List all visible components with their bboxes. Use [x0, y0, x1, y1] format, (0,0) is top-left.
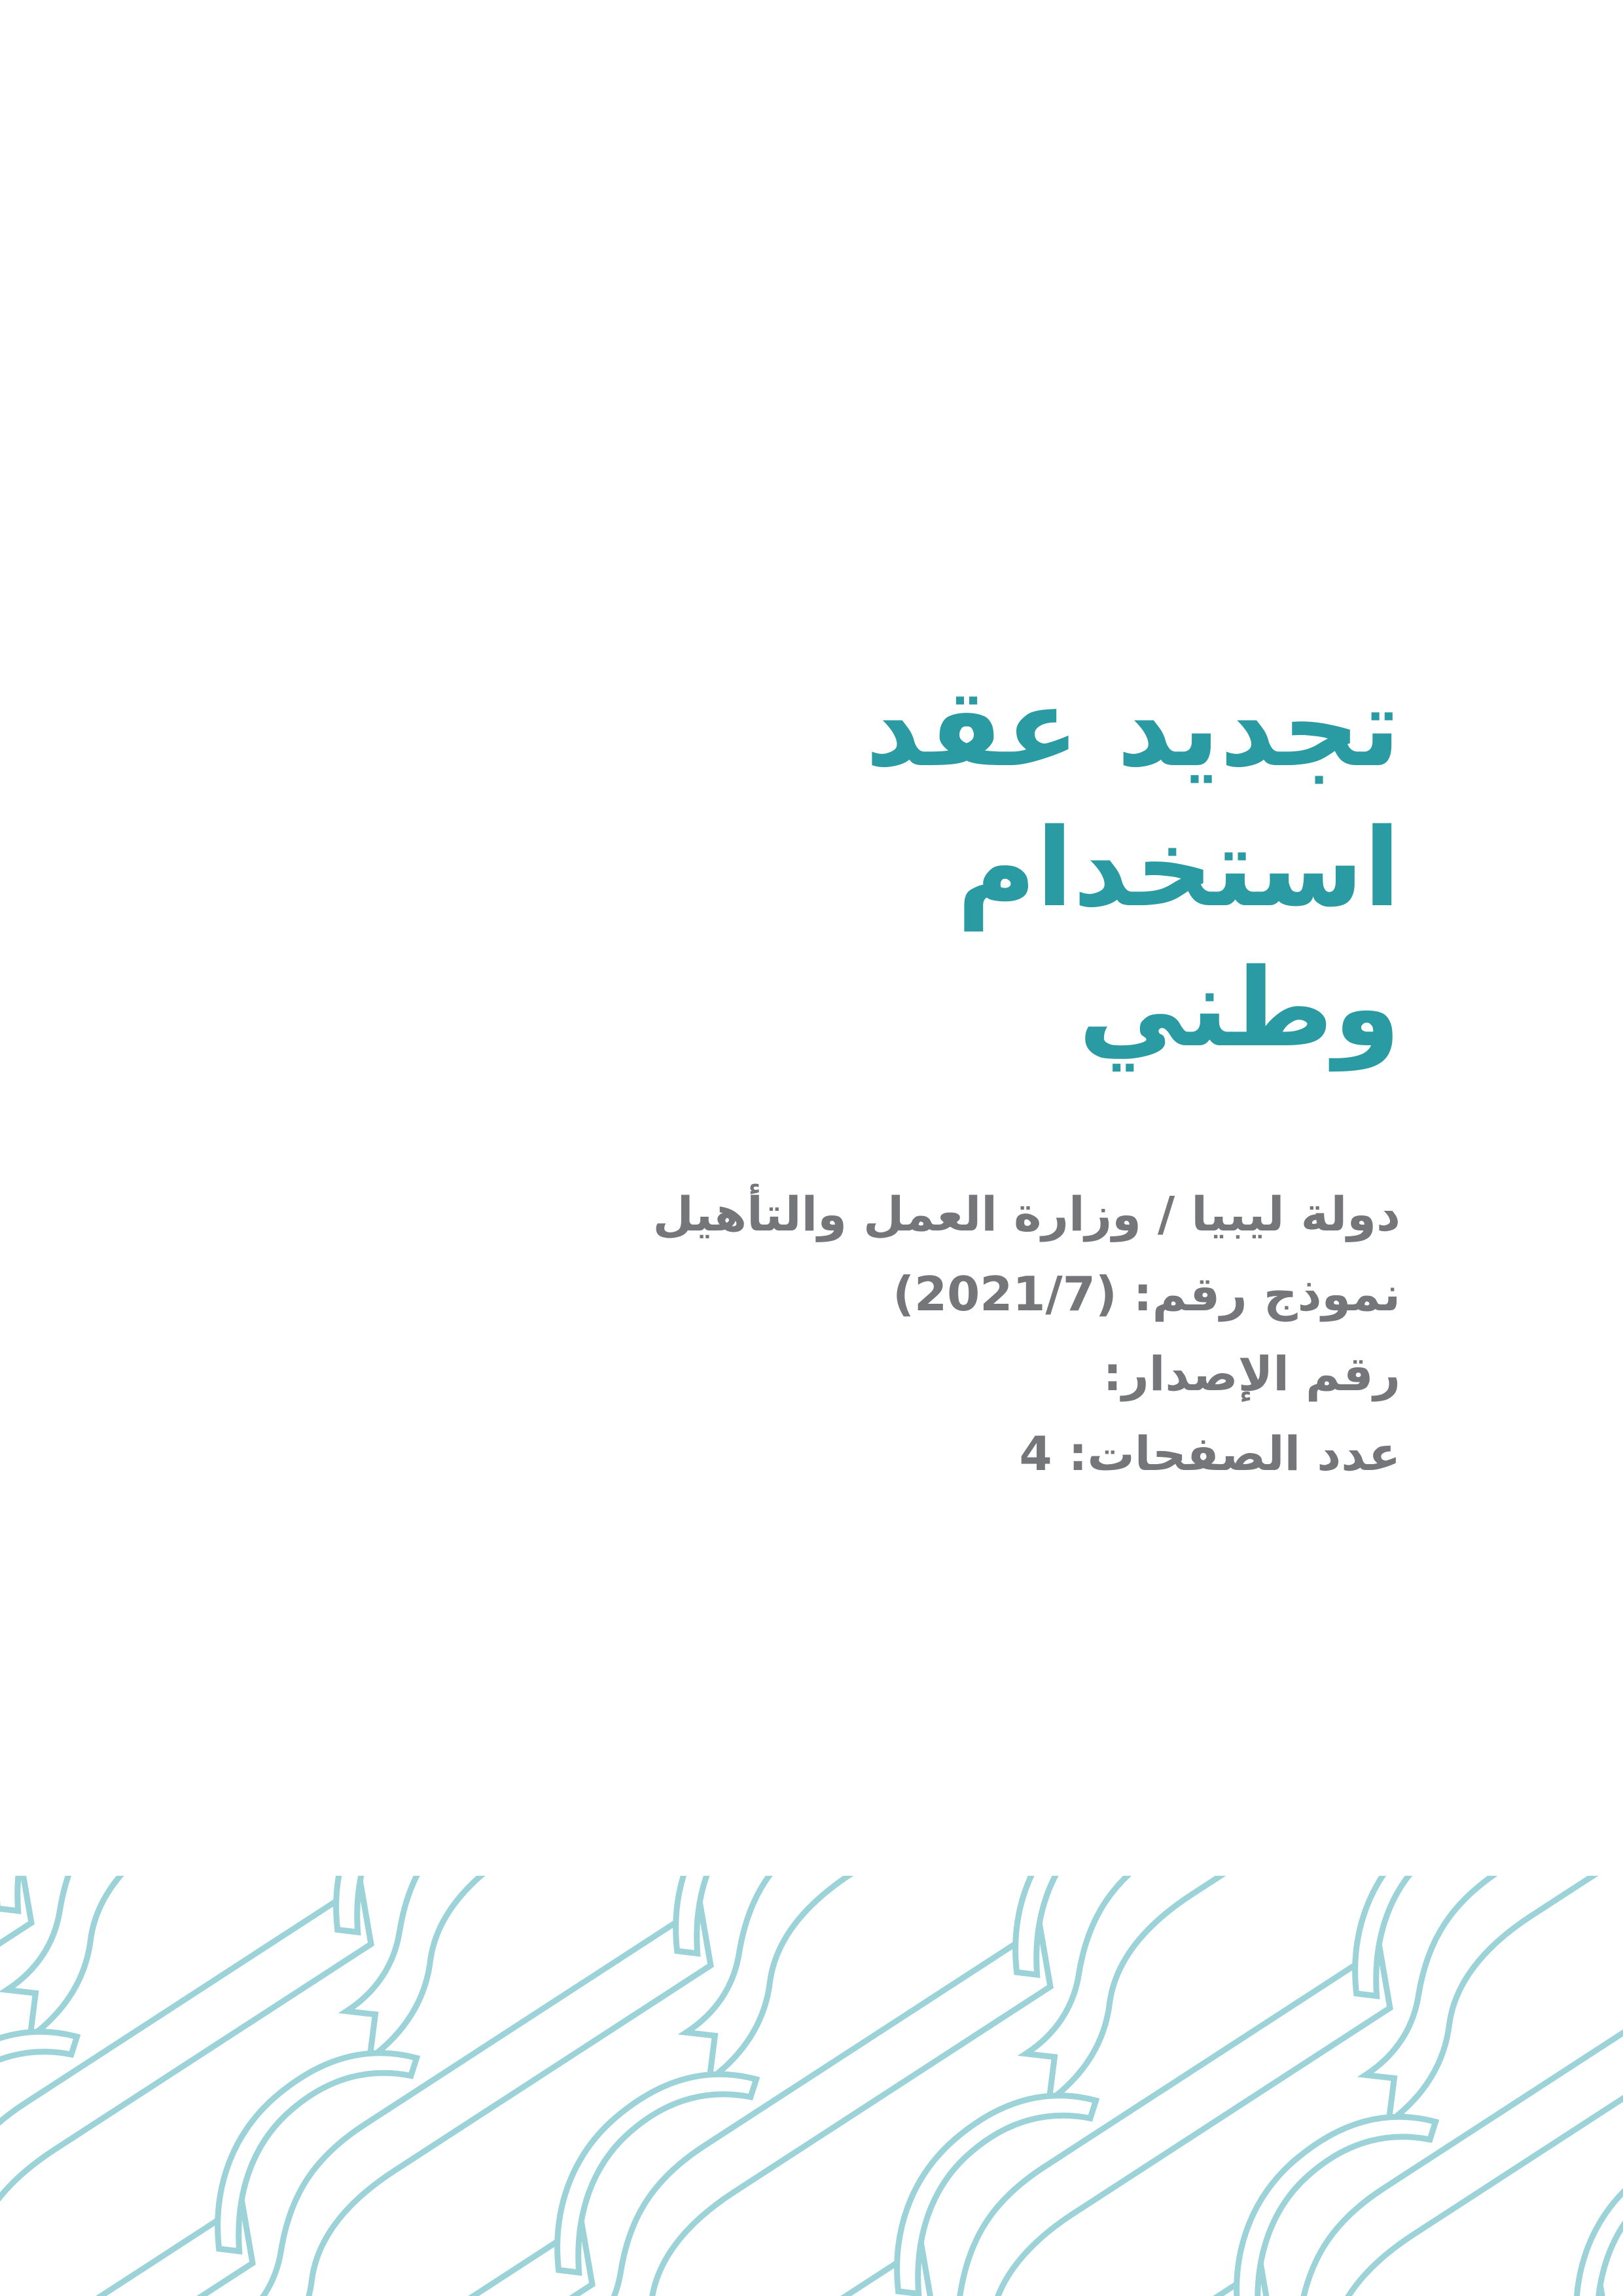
page-title-line-2: وطني — [1078, 945, 1400, 1071]
meta-line-page-count: عدد الصفحات: 4 — [1019, 1426, 1400, 1481]
wave-motif-icon — [0, 1876, 1623, 2296]
meta-line-ministry: دولة ليبيا / وزارة العمل والتأهيل — [652, 1187, 1400, 1242]
cover-text-block — [419, 658, 1400, 1510]
meta-line-form-number: نموذج رقم: (2021/7) — [893, 1266, 1400, 1321]
page-title — [419, 658, 1400, 1078]
meta-line-issue-number: رقم الإصدار: — [1103, 1346, 1400, 1401]
footer-wave-pattern — [0, 1876, 1623, 2296]
page-title-line-1: تجديد عقد استخدام — [865, 665, 1400, 931]
document-meta — [419, 1187, 1400, 1481]
